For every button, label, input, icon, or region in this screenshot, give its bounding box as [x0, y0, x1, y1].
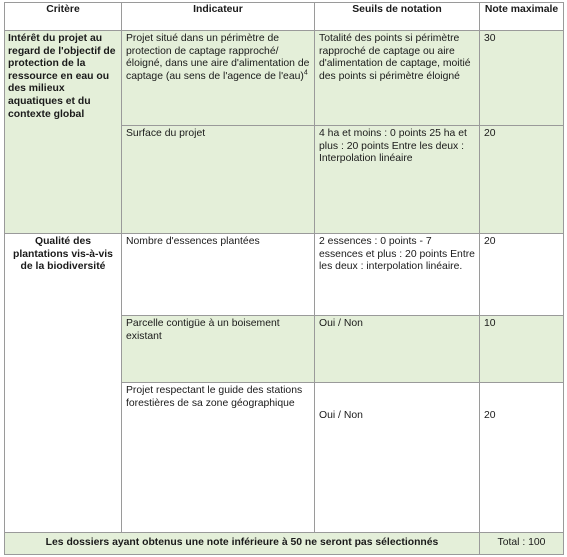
header-note: Note maximale	[480, 3, 564, 31]
indicateur-cell: Surface du projet	[122, 126, 315, 234]
critere-cell: Qualité des plantations vis-à-vis de la biodiversité	[5, 234, 122, 533]
note-cell: 30	[480, 31, 564, 126]
table-row	[5, 234, 564, 316]
critere-cell: Intérêt du projet au regard de l'objectif de protection de la ressource en eau ou des milieux aquatiques et du contexte global	[5, 31, 122, 234]
footnote-ref: 4	[303, 69, 308, 77]
seuils-cell: Totalité des points si périmètre rapproché de captage ou aire d'alimentation de captage, moitié des points si périmètre éloigné	[315, 31, 480, 126]
seuils-cell: 4 ha et moins : 0 points 25 ha et plus : 20 points Entre les deux : Interpolation linéaire	[315, 126, 480, 234]
header-critere: Critère	[5, 3, 122, 31]
note-cell: 20	[480, 234, 564, 316]
table-row	[5, 31, 564, 126]
seuils-cell: Oui / Non	[315, 316, 480, 383]
seuils-cell: Oui / Non	[315, 383, 480, 533]
indicateur-cell: Parcelle contigüe à un boisement existant	[122, 316, 315, 383]
header-seuils: Seuils de notation	[315, 3, 480, 31]
total-cell: Total : 100	[480, 533, 564, 555]
indicateur-cell: Projet respectant le guide des stations forestières de sa zone géographique	[122, 383, 315, 533]
indicateur-cell: Nombre d'essences plantées	[122, 234, 315, 316]
indicateur-cell	[122, 31, 315, 126]
note-cell: 10	[480, 316, 564, 383]
seuils-cell: 2 essences : 0 points - 7 essences et plus : 20 points Entre les deux : interpolation linéaire.	[315, 234, 480, 316]
note-cell: 20	[480, 383, 564, 533]
header-indicateur: Indicateur	[122, 3, 315, 31]
scoring-table	[4, 2, 564, 555]
footer-row	[5, 533, 564, 555]
indicateur-text: Projet situé dans un périmètre de protection de captage rapproché/éloigné, dans une aire d'alimentation de captage (au sens de l'agence de l'eau)	[126, 33, 310, 82]
note-cell: 20	[480, 126, 564, 234]
footer-note: Les dossiers ayant obtenus une note inférieure à 50 ne seront pas sélectionnés	[5, 533, 480, 555]
